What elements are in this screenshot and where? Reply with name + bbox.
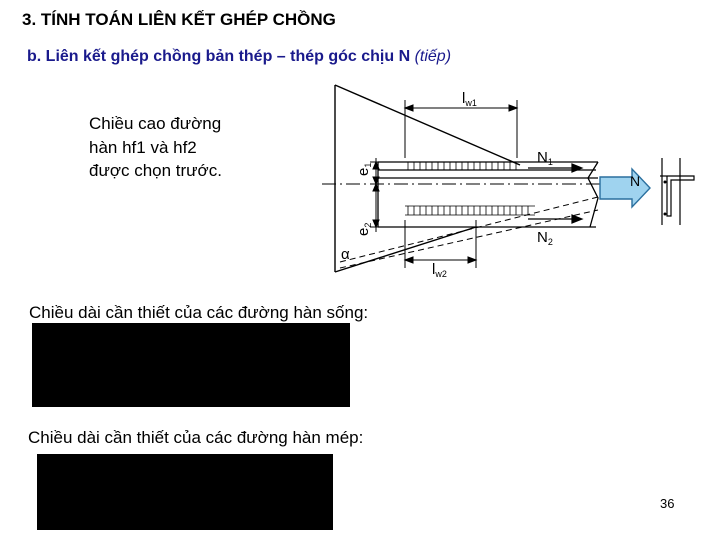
n2-label: $N_2$ <box>537 229 553 247</box>
e1-label: $e_1$ <box>355 162 373 176</box>
n-force-arrow <box>600 169 650 207</box>
subtitle-continued: (tiếp) <box>414 48 452 65</box>
lw1-dimension <box>405 100 517 158</box>
weld-height-note: Chiều cao đường hàn hf1 và hf2 được chọn trước. <box>89 114 222 180</box>
lw2-label: $l_{w2}$ <box>432 261 447 279</box>
e2-label: $e_2$ <box>355 222 373 236</box>
n2-arrow <box>528 215 582 223</box>
lw1-label: $l_{w1}$ <box>462 90 477 108</box>
slide-title: 3. TÍNH TOÁN LIÊN KẾT GHÉP CHỒNG <box>22 10 336 29</box>
weld-hatch-bottom <box>405 206 535 215</box>
section-dot-top <box>664 181 667 184</box>
weld-hatch-top <box>408 162 516 170</box>
alpha-label: α <box>341 246 350 263</box>
section-dot-bottom <box>664 213 667 216</box>
formula-block-redacted-1 <box>32 323 350 407</box>
subtitle-main: b. Liên kết ghép chồng bản thép – thép góc chịu N <box>27 48 415 65</box>
n1-label: $N_1$ <box>537 149 553 167</box>
n-label: N <box>630 173 641 189</box>
page-number: 36 <box>660 496 675 511</box>
web-weld-length-text: Chiều dài cần thiết của các đường hàn sống: <box>29 303 369 322</box>
formula-block-redacted-2 <box>37 454 333 530</box>
edge-weld-length-text: Chiều dài cần thiết của các đường hàn mép: <box>28 428 364 447</box>
